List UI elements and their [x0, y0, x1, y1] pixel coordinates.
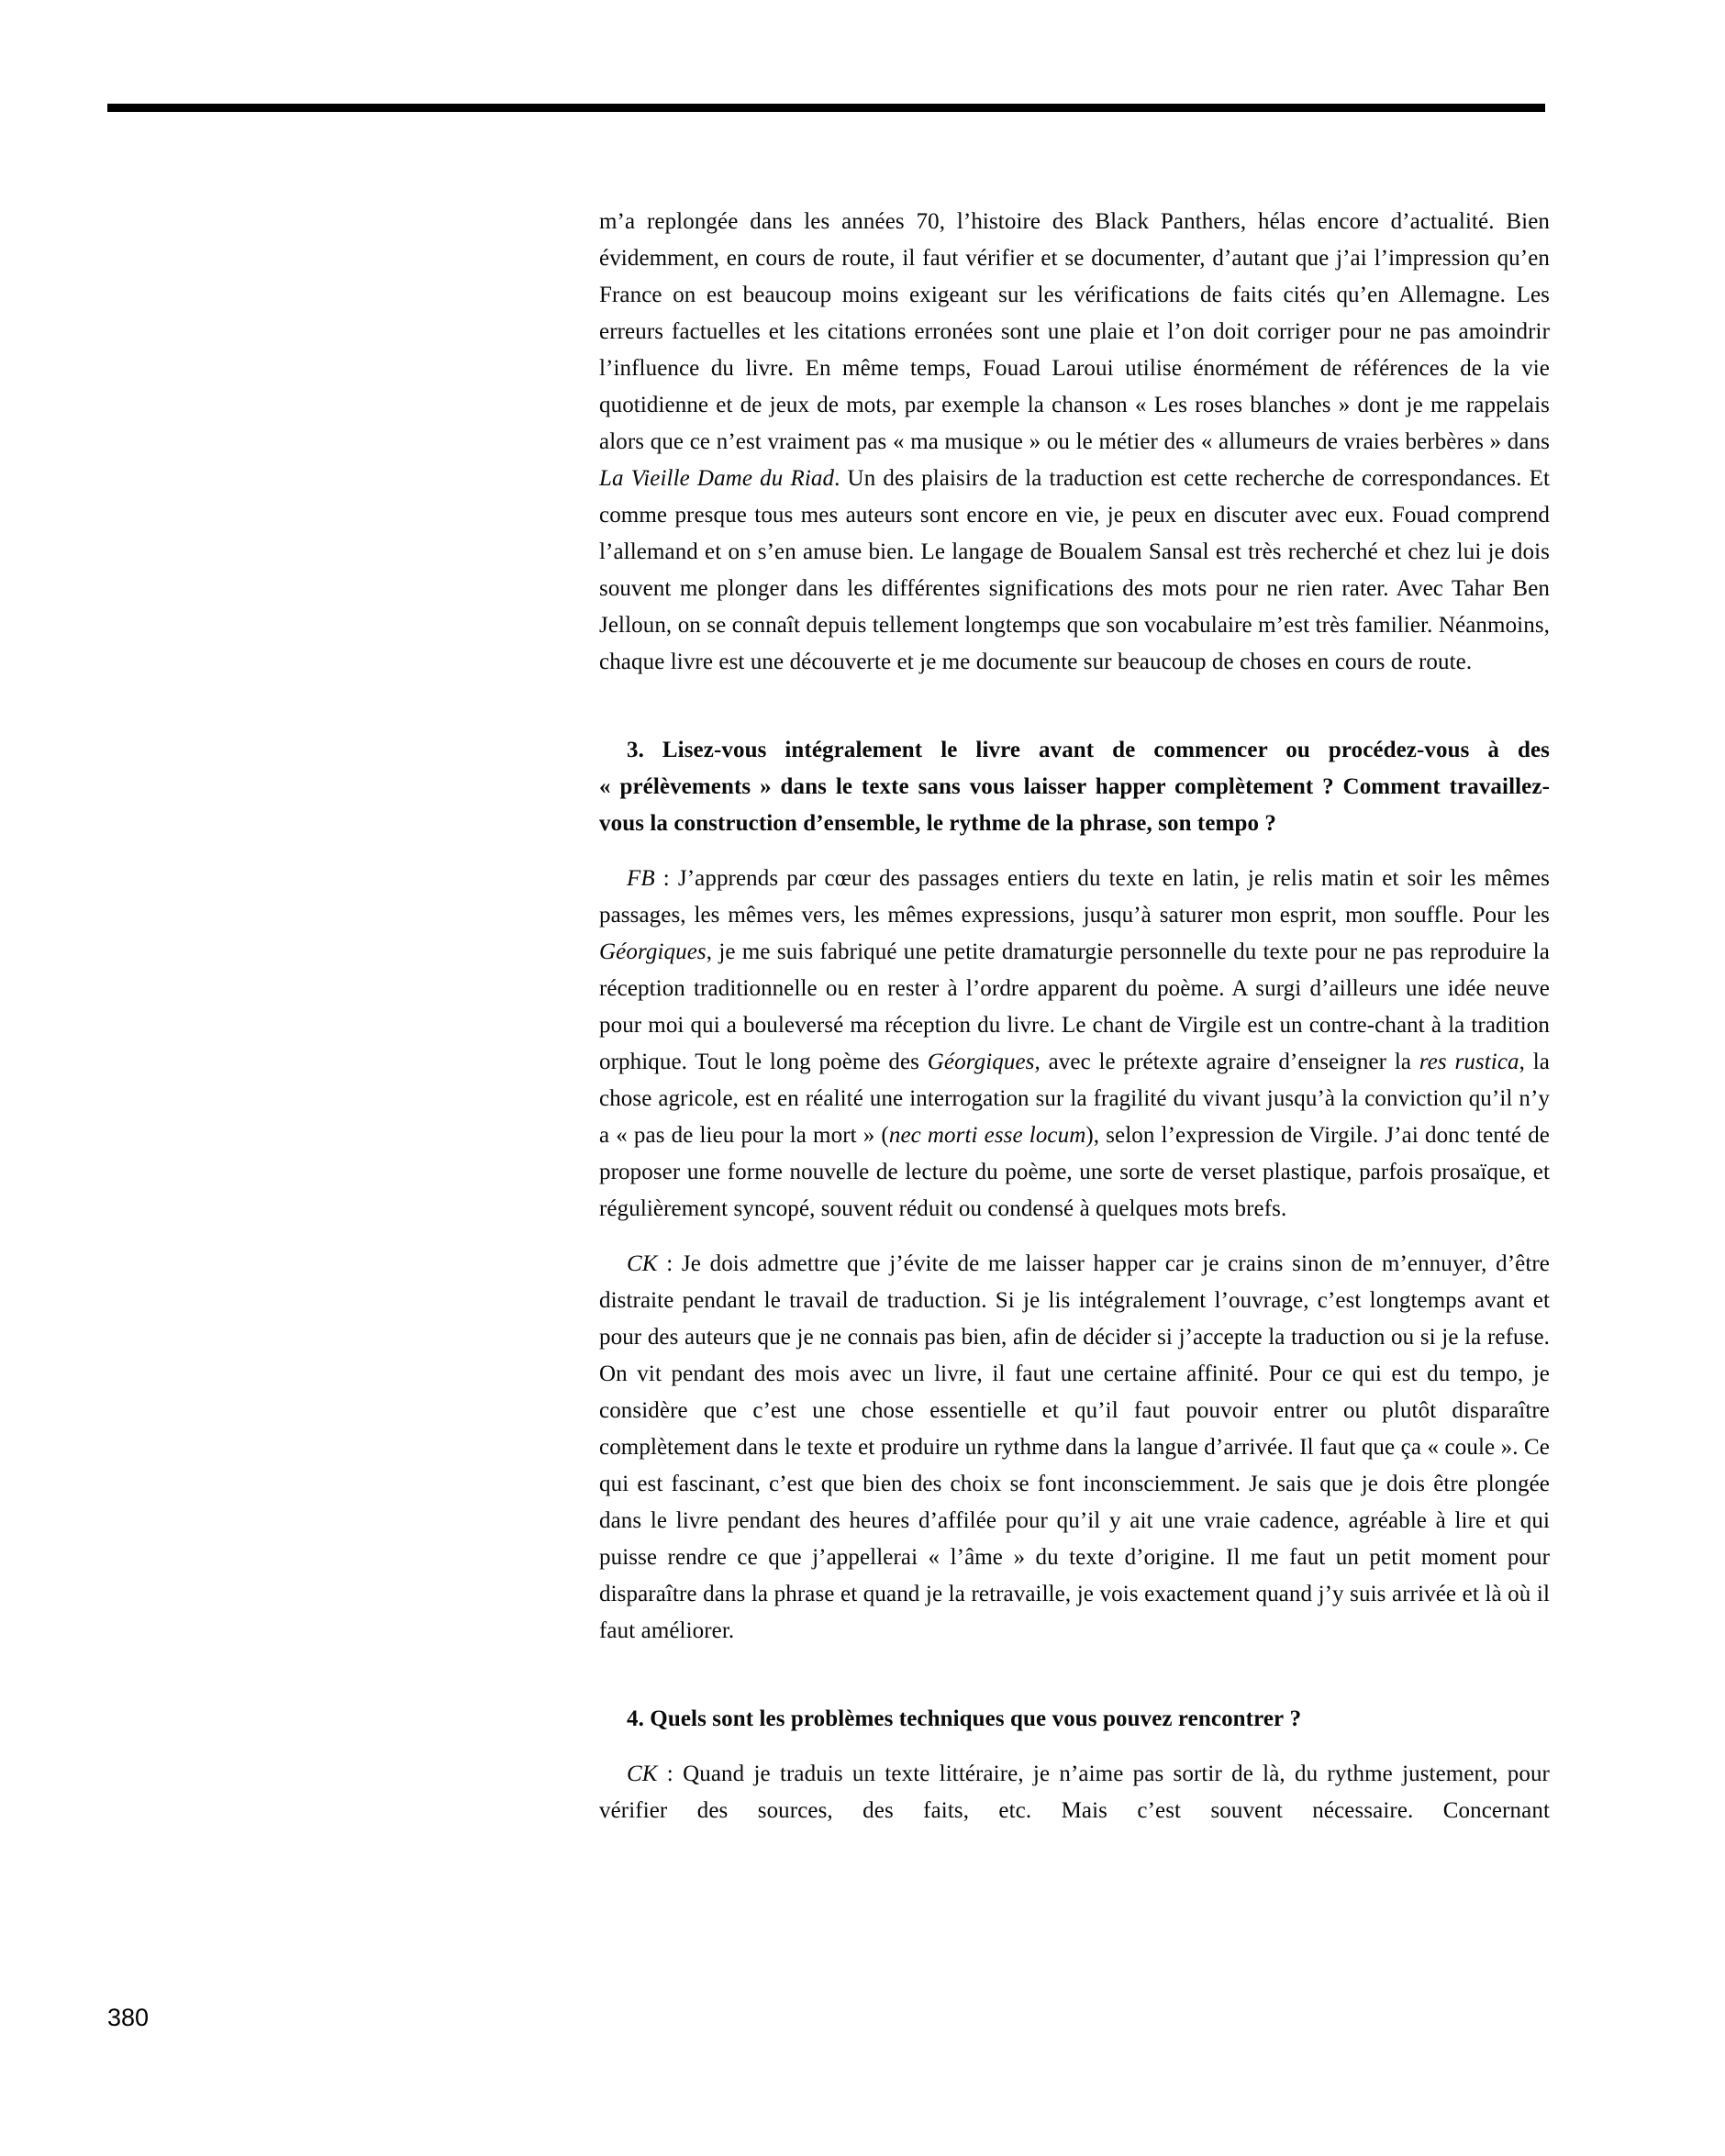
book-title-italic: La Vieille Dame du Riad [599, 466, 835, 491]
text-run: m’a replongée dans les années 70, l’histoire des Black Panthers, hélas encore d’actualité. Bien évidemment, en cours de route, il faut vérifier et se documenter, d’autant que j’ai l’impression qu’en France on est beaucoup moins exigeant sur les vérifications de faits cités qu’en Allemagne. Les erreurs factuelles et les citations erronées sont une plaie et l’on doit corriger pour ne pas amoindrir l’influence du livre. En même temps, Fouad Laroui utilise énormément de références de la vie quotidienne et de jeux de mots, par exemple la chanson « Les roses blanches » dont je me rappelais alors que ce n’est vraiment pas « ma musique » ou le métier des « allumeurs de vraies berbères » dans [599, 209, 1550, 454]
speaker-initials-ck: CK [627, 1761, 658, 1786]
question-4-heading: 4. Quels sont les problèmes techniques que vous pouvez rencontrer ? [627, 1706, 1302, 1731]
text-run: , je me suis fabriqué une petite dramaturgie personnelle du texte pour ne pas reproduire la réception traditionnelle ou en rester à l’ordre apparent du poème. A surgi d’ailleurs une idée neuve pour moi qui a bouleversé ma réception du livre. Le chant de Virgile est un contre-chant à la tradition orphique. Tout le long poème des [599, 939, 1550, 1074]
work-title-italic: Géorgiques [927, 1050, 1035, 1074]
paragraph-ck-1 [599, 1246, 1550, 1650]
latin-phrase-italic: nec morti esse locum [888, 1123, 1086, 1148]
text-run: , la chose agricole, est en réalité une interrogation sur la fragilité du vivant jusqu’à la conviction qu’il n’y a « pas de lieu pour la mort » ( [599, 1050, 1550, 1148]
text-block [599, 204, 1550, 1829]
text-run: : Je dois admettre que j’évite de me laisser happer car je crains sinon de m’ennuyer, d’être distraite pendant le travail de traduction. Si je lis intégralement l’ouvrage, c’est longtemps avant et pour des auteurs que je ne connais pas bien, afin de décider si j’accepte la traduction ou si je la refuse. On vit pendant des mois avec un livre, il faut une certaine affinité. Pour ce qui est du tempo, je considère que c’est une chose essentielle et qu’il faut pouvoir entrer ou plutôt disparaître complètement dans le texte et produire un rythme dans la langue d’arrivée. Il faut que ça « coule ». Ce qui est fascinant, c’est que bien des choix se font inconsciemment. Je sais que je dois être plongée dans le livre pendant des heures d’affilée pour qu’il y ait une vraie cadence, agréable à lire et qui puisse rendre ce que j’appellerai « l’âme » du texte d’origine. Il me faut un petit moment pour disparaître dans la phrase et quand je la retravaille, je vois exactement quand j’y suis arrivée et là où il faut améliorer. [599, 1251, 1550, 1643]
latin-phrase-italic: res rustica [1419, 1050, 1519, 1074]
text-run: ), selon l’expression de Virgile. J’ai donc tenté de proposer une forme nouvelle de lecture du poème, une sorte de verset plastique, parfois prosaïque, et régulièrement syncopé, souvent réduit ou condensé à quelques mots brefs. [599, 1123, 1550, 1221]
text-run: : J’apprends par cœur des passages entiers du texte en latin, je relis matin et soir les mêmes passages, les mêmes vers, les mêmes expressions, jusqu’à saturer mon esprit, mon souffle. Pour les [599, 866, 1550, 928]
paragraph-intro [599, 204, 1550, 681]
header-rule [107, 104, 1545, 112]
work-title-italic: Géorgiques [599, 939, 707, 964]
page-number: 380 [107, 2004, 150, 2031]
question-3-heading: 3. Lisez-vous intégralement le livre avant de commencer ou procédez-vous à des « prélèvements » dans le texte sans vous laisser happer complètement ? Comment travaillez-vous la construction d’ensemble, le rythme de la phrase, son tempo ? [599, 738, 1550, 836]
speaker-initials-ck: CK [627, 1251, 658, 1276]
text-run: , avec le prétexte agraire d’enseigner la [1034, 1050, 1419, 1074]
speaker-initials-fb: FB [627, 866, 655, 891]
paragraph-fb [599, 861, 1550, 1228]
paragraph-ck-2 [599, 1756, 1550, 1829]
text-run: . Un des plaisirs de la traduction est cette recherche de correspondances. Et comme presque tous mes auteurs sont encore en vie, je peux en discuter avec eux. Fouad comprend l’allemand et on s’en amuse bien. Le langage de Boualem Sansal est très recherché et chez lui je dois souvent me plonger dans les différentes significations des mots pour ne rien rater. Avec Tahar Ben Jelloun, on se connaît depuis tellement longtemps que son vocabulaire m’est très familier. Néanmoins, chaque livre est une découverte et je me documente sur beaucoup de choses en cours de route. [599, 466, 1550, 674]
text-run: : Quand je traduis un texte littéraire, je n’aime pas sortir de là, du rythme justement, pour vérifier des sources, des faits, etc. Mais c’est souvent nécessaire. Concernant [599, 1761, 1550, 1823]
